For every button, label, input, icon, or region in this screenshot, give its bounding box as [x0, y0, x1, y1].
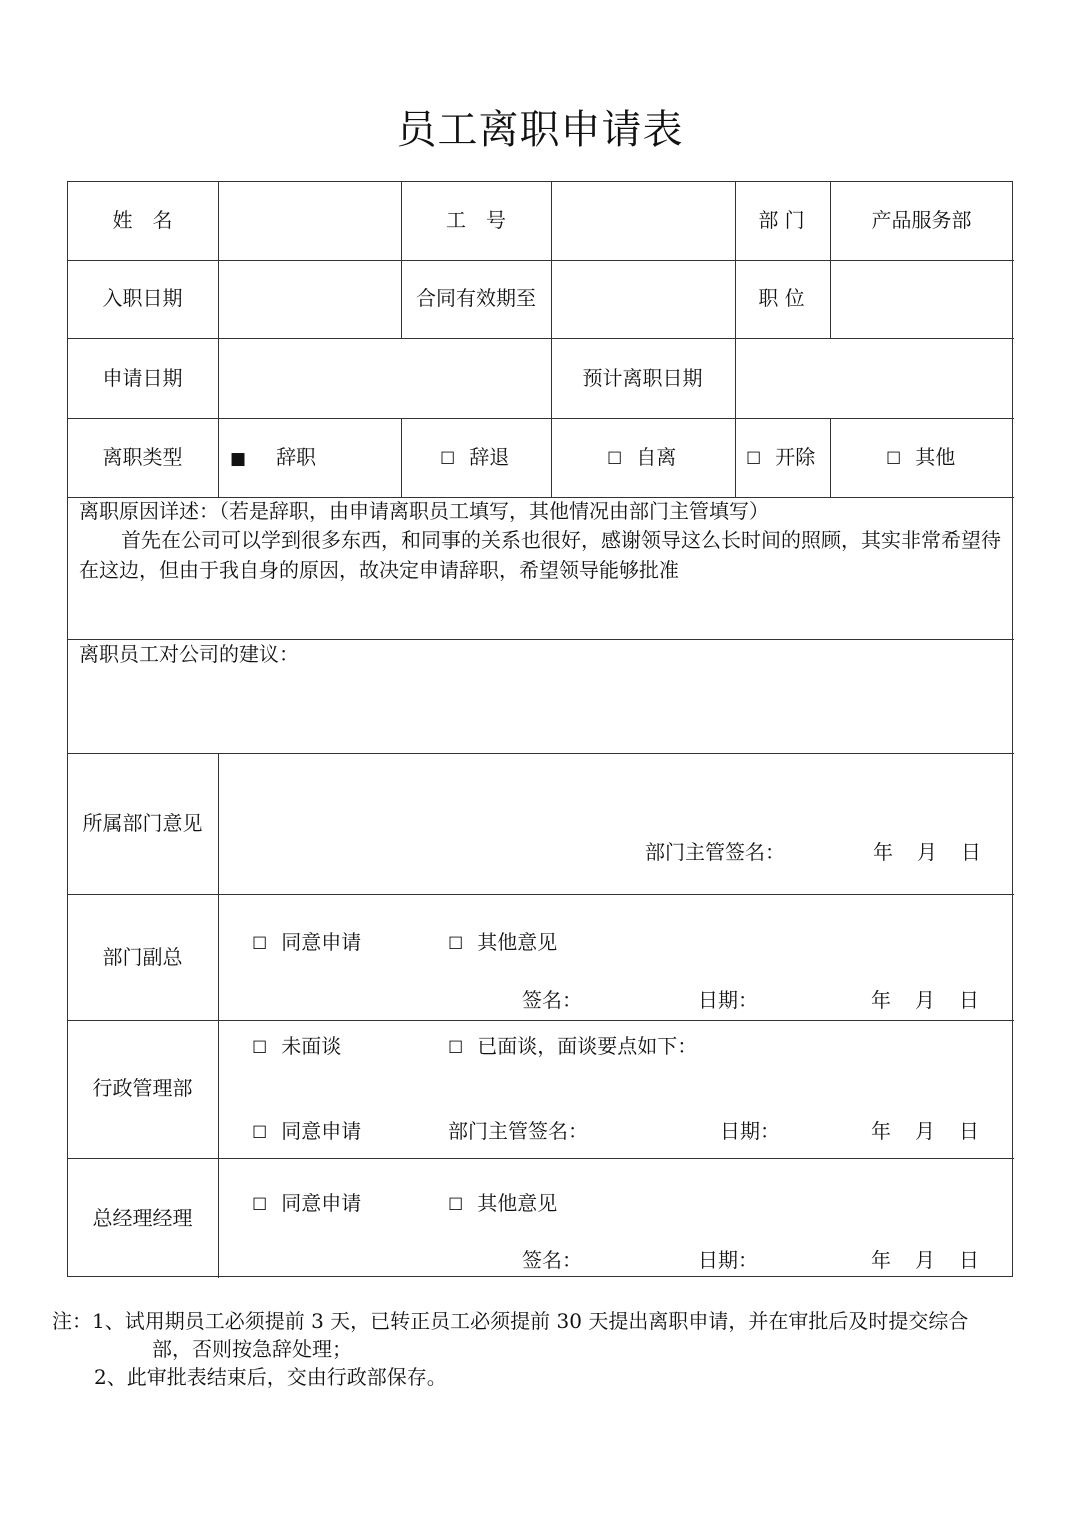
- leave-type-label: 离职类型: [102, 445, 183, 469]
- vp-other-option[interactable]: [448, 930, 557, 956]
- expected-leave-date-label: 预计离职日期: [582, 366, 703, 390]
- option-label: 未面谈: [281, 1034, 342, 1058]
- contract-expiry-field[interactable]: [552, 260, 734, 337]
- checked-box-icon: ■: [230, 449, 247, 469]
- unchecked-box-icon: ☐: [440, 449, 456, 469]
- interviewed-option[interactable]: [448, 1034, 697, 1060]
- suggestion-field[interactable]: [68, 670, 1012, 752]
- admin-sign-label: 部门主管签名：: [448, 1119, 588, 1143]
- unchecked-box-icon: ☐: [448, 1038, 464, 1058]
- note-line-1: 注：1、试用期员工必须提前 3 天，已转正员工必须提前 30 天提出离职申请，并在审批后及时提交综合: [52, 1309, 969, 1333]
- unchecked-box-icon: ☐: [886, 449, 902, 469]
- contract-expiry-label: 合同有效期至: [416, 286, 536, 310]
- option-label: 已面谈，面谈要点如下：: [477, 1034, 698, 1058]
- option-label: 同意申请: [281, 1191, 362, 1215]
- admin-dept-label: 行政管理部: [92, 1076, 193, 1100]
- dept-opinion-label: 所属部门意见: [82, 811, 203, 835]
- not-interviewed-option[interactable]: [252, 1034, 341, 1060]
- dept-vp-label: 部门副总: [102, 945, 183, 969]
- year-label: 年: [871, 988, 891, 1012]
- note-line-2: 2、此审批表结束后，交由行政部保存。: [94, 1365, 447, 1389]
- vp-sign-label: 签名：: [522, 988, 582, 1012]
- suggestion-heading: 离职员工对公司的建议：: [79, 642, 299, 666]
- gm-date-label: 日期：: [698, 1248, 758, 1272]
- expected-leave-date-field[interactable]: [735, 338, 1013, 417]
- employee-id-label: 工 号: [446, 208, 506, 232]
- month-label: 月: [917, 840, 937, 864]
- option-label: 辞职: [276, 445, 317, 469]
- entry-date-field[interactable]: [219, 260, 401, 337]
- month-label: 月: [915, 988, 935, 1012]
- gm-sign-label: 签名：: [522, 1248, 582, 1272]
- year-label: 年: [871, 1119, 891, 1143]
- vp-agree-option[interactable]: [252, 930, 361, 956]
- year-label: 年: [871, 1248, 891, 1272]
- option-label: 同意申请: [281, 930, 362, 954]
- unchecked-box-icon: ☐: [252, 1038, 268, 1058]
- option-other[interactable]: [886, 445, 955, 471]
- gm-other-option[interactable]: [448, 1191, 557, 1217]
- gm-agree-option[interactable]: [252, 1191, 361, 1217]
- reason-text[interactable]: 首先在公司可以学到很多东西，和同事的关系也很好，感谢领导这么长时间的照顾，其实非常希望待在这边，但由于我自身的原因，故决定申请辞职，希望领导能够批准: [79, 528, 1001, 582]
- apply-date-label: 申请日期: [102, 366, 183, 390]
- admin-date-label: 日期：: [720, 1119, 780, 1143]
- option-label: 其他意见: [477, 930, 558, 954]
- day-label: 日: [961, 840, 981, 864]
- unchecked-box-icon: ☐: [746, 449, 762, 469]
- dept-supervisor-sign-label: 部门主管签名：: [645, 840, 785, 864]
- position-field[interactable]: [830, 260, 1013, 337]
- gm-label: 总经理经理: [92, 1206, 193, 1230]
- option-label: 自离: [636, 445, 677, 469]
- entry-date-label: 入职日期: [102, 286, 183, 310]
- name-label: 姓 名: [112, 208, 173, 232]
- day-label: 日: [959, 1119, 979, 1143]
- reason-heading: 离职原因详述：（若是辞职，由申请离职员工填写，其他情况由部门主管填写）: [79, 499, 769, 523]
- department-label: 部 门: [758, 208, 805, 232]
- option-resign[interactable]: [230, 445, 316, 471]
- day-label: 日: [959, 1248, 979, 1272]
- day-label: 日: [959, 988, 979, 1012]
- position-label: 职 位: [758, 286, 805, 310]
- dept-opinion-field[interactable]: [219, 754, 1012, 824]
- month-label: 月: [915, 1248, 935, 1272]
- name-field[interactable]: [219, 182, 401, 259]
- year-label: 年: [873, 840, 893, 864]
- unchecked-box-icon: ☐: [607, 449, 623, 469]
- vp-date-label: 日期：: [698, 988, 758, 1012]
- apply-date-field[interactable]: [219, 338, 551, 417]
- unchecked-box-icon: ☐: [252, 934, 268, 954]
- option-self-leave[interactable]: [607, 445, 676, 471]
- unchecked-box-icon: ☐: [448, 934, 464, 954]
- option-label: 开除: [775, 445, 816, 469]
- option-fire[interactable]: [746, 445, 815, 471]
- unchecked-box-icon: ☐: [448, 1195, 464, 1215]
- unchecked-box-icon: ☐: [252, 1195, 268, 1215]
- employee-id-field[interactable]: [552, 182, 734, 259]
- note-line-1-cont: 部，否则按急辞处理；: [152, 1337, 352, 1361]
- unchecked-box-icon: ☐: [252, 1123, 268, 1143]
- department-value[interactable]: 产品服务部: [871, 208, 972, 232]
- option-label: 其他: [915, 445, 956, 469]
- option-dismiss[interactable]: [440, 445, 509, 471]
- month-label: 月: [915, 1119, 935, 1143]
- option-label: 其他意见: [477, 1191, 558, 1215]
- option-label: 辞退: [469, 445, 510, 469]
- option-label: 同意申请: [281, 1119, 362, 1143]
- page-title: 员工离职申请表: [396, 107, 684, 153]
- admin-agree-option[interactable]: [252, 1119, 361, 1145]
